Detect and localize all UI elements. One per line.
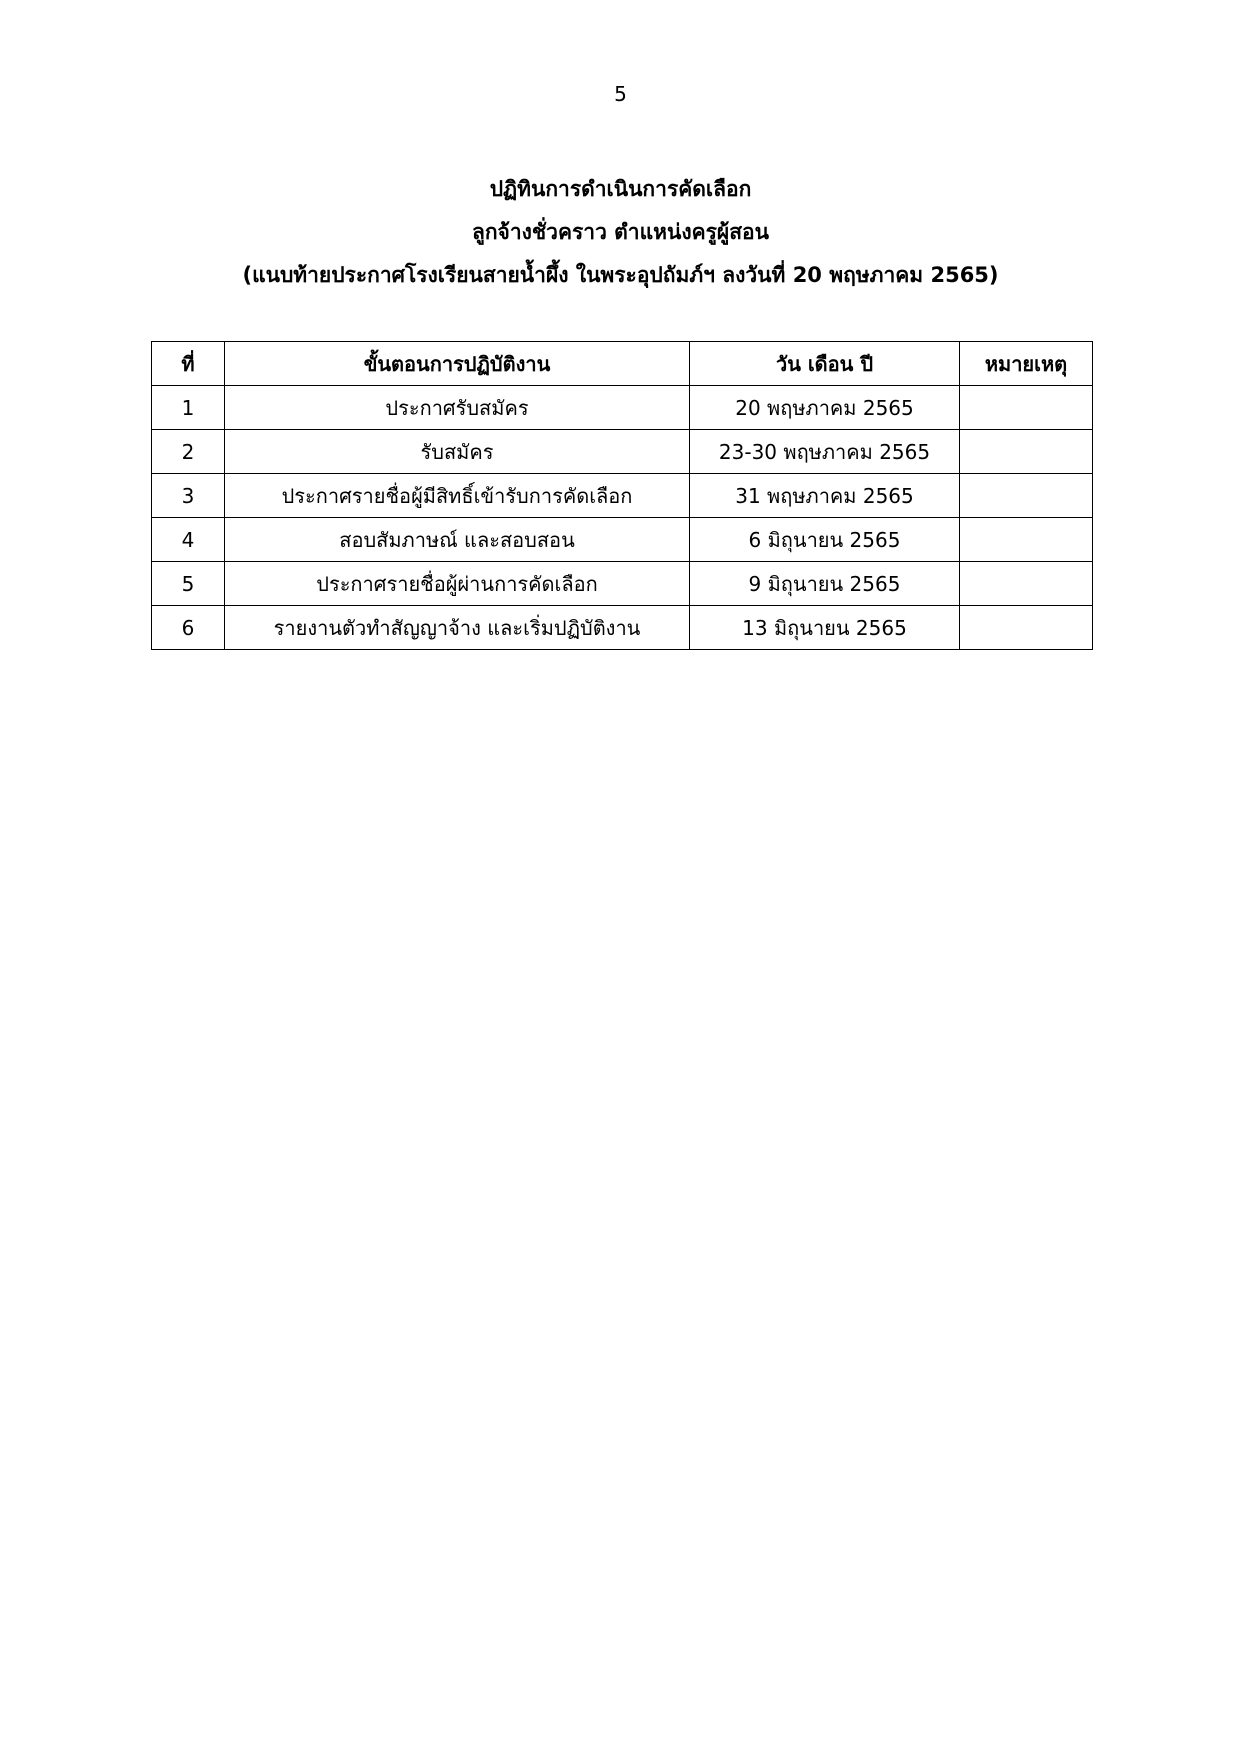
cell-date: 13 มิถุนายน 2565 bbox=[690, 606, 960, 650]
document-title bbox=[0, 168, 1241, 297]
cell-note bbox=[960, 386, 1093, 430]
header-date: วัน เดือน ปี bbox=[690, 342, 960, 386]
cell-date: 9 มิถุนายน 2565 bbox=[690, 562, 960, 606]
page-number: 5 bbox=[614, 82, 627, 106]
schedule-table bbox=[151, 341, 1093, 650]
table-row bbox=[152, 386, 1093, 430]
title-line-3: (แนบท้ายประกาศโรงเรียนสายน้ำผึ้ง ในพระอุปถัมภ์ฯ ลงวันที่ 20 พฤษภาคม 2565) bbox=[242, 263, 999, 287]
cell-no: 2 bbox=[152, 430, 225, 474]
header-no: ที่ bbox=[152, 342, 225, 386]
table-header-row bbox=[152, 342, 1093, 386]
title-line-2: ลูกจ้างชั่วคราว ตำแหน่งครูผู้สอน bbox=[471, 220, 770, 244]
cell-note bbox=[960, 474, 1093, 518]
cell-date: 31 พฤษภาคม 2565 bbox=[690, 474, 960, 518]
cell-note bbox=[960, 562, 1093, 606]
cell-no: 1 bbox=[152, 386, 225, 430]
table-row bbox=[152, 474, 1093, 518]
table-row bbox=[152, 430, 1093, 474]
table-row bbox=[152, 562, 1093, 606]
cell-step: ประกาศรับสมัคร bbox=[225, 386, 690, 430]
cell-no: 6 bbox=[152, 606, 225, 650]
cell-note bbox=[960, 430, 1093, 474]
cell-no: 4 bbox=[152, 518, 225, 562]
cell-date: 20 พฤษภาคม 2565 bbox=[690, 386, 960, 430]
title-line-1: ปฏิทินการดำเนินการคัดเลือก bbox=[489, 177, 752, 201]
cell-step: สอบสัมภาษณ์ และสอบสอน bbox=[225, 518, 690, 562]
cell-note bbox=[960, 606, 1093, 650]
cell-step: รายงานตัวทำสัญญาจ้าง และเริ่มปฏิบัติงาน bbox=[225, 606, 690, 650]
cell-step: ประกาศรายชื่อผู้มีสิทธิ์เข้ารับการคัดเลือก bbox=[225, 474, 690, 518]
cell-no: 5 bbox=[152, 562, 225, 606]
header-step: ขั้นตอนการปฏิบัติงาน bbox=[225, 342, 690, 386]
cell-step: ประกาศรายชื่อผู้ผ่านการคัดเลือก bbox=[225, 562, 690, 606]
cell-note bbox=[960, 518, 1093, 562]
table-row bbox=[152, 518, 1093, 562]
table-row bbox=[152, 606, 1093, 650]
cell-no: 3 bbox=[152, 474, 225, 518]
cell-step: รับสมัคร bbox=[225, 430, 690, 474]
cell-date: 6 มิถุนายน 2565 bbox=[690, 518, 960, 562]
cell-date: 23-30 พฤษภาคม 2565 bbox=[690, 430, 960, 474]
header-note: หมายเหตุ bbox=[960, 342, 1093, 386]
